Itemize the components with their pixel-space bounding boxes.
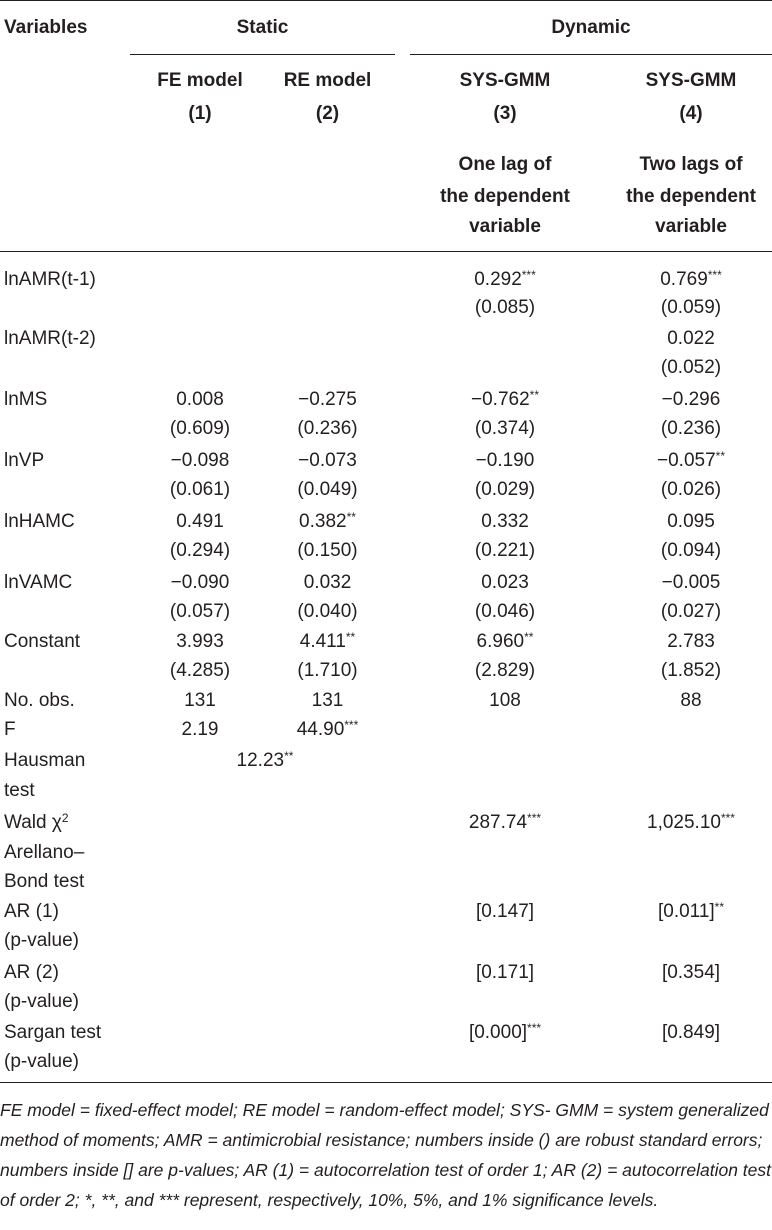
col3-note-line3: variable: [469, 216, 541, 237]
cell-se: (0.052): [660, 357, 722, 378]
cell-coef: 0.332: [481, 511, 529, 532]
header-bottom-rule: [0, 251, 772, 252]
row-label: Bond test: [4, 871, 85, 892]
cell-se: (0.057): [169, 601, 231, 622]
row-label: lnAMR(t-2): [4, 328, 96, 349]
cell-se: (0.374): [474, 418, 536, 439]
row-label: Wald $\chi^2$: [4, 811, 69, 833]
cell-coef: −0.090: [170, 572, 230, 593]
col2-number: (2): [315, 103, 340, 124]
cell-coef: 0.491: [176, 511, 224, 532]
col3-note-line1: One lag of: [458, 154, 552, 175]
row-label: lnMS: [4, 389, 48, 410]
col4-note-line2: the dependent: [626, 186, 756, 207]
row-label: lnAMR(t-1): [4, 269, 96, 290]
cell-coef: −0.296: [661, 389, 721, 410]
cell-se: (0.061): [169, 479, 231, 500]
col3-number: (3): [493, 103, 517, 124]
cell-coef: 0.032: [303, 572, 352, 593]
row-label: AR (2): [4, 962, 59, 983]
cell-value: 44.90***: [296, 718, 359, 740]
row-label: Constant: [4, 631, 81, 652]
cell-se: (0.294): [169, 540, 231, 561]
cell-value: 287.74***: [468, 811, 542, 833]
cell-value: [0.849]: [661, 1022, 721, 1043]
cell-se: (0.085): [474, 297, 536, 318]
cell-se: (1.710): [297, 660, 358, 681]
row-label: lnVP: [4, 450, 45, 471]
row-label: (p-value): [4, 930, 79, 951]
row-label: lnVAMC: [4, 572, 73, 593]
dynamic-rule: [410, 54, 772, 55]
cell-coef: −0.190: [475, 450, 535, 471]
cell-coef: 4.411**: [299, 630, 356, 652]
bottom-rule: [0, 1082, 772, 1083]
col4-note-line3: variable: [655, 216, 727, 237]
cell-coef: −0.005: [661, 572, 721, 593]
col4-number: (4): [679, 103, 703, 124]
cell-coef: 0.769***: [660, 268, 722, 290]
cell-coef: 2.783: [667, 631, 715, 652]
col1-number: (1): [188, 103, 212, 124]
row-label: No. obs.: [4, 690, 75, 711]
cell-se: (0.094): [660, 540, 722, 561]
cell-coef: 6.960**: [476, 630, 534, 652]
cell-coef: 0.023: [481, 572, 529, 593]
cell-coef: −0.762**: [471, 388, 539, 410]
header-static: Static: [236, 17, 289, 38]
cell-se: (4.285): [169, 660, 231, 681]
cell-value: 108: [489, 690, 521, 711]
cell-value: [0.354]: [661, 962, 721, 983]
col4-note-line1: Two lags of: [639, 154, 743, 175]
cell-value: 88: [680, 690, 702, 711]
col3-note-line2: the dependent: [440, 186, 570, 207]
cell-coef: 0.095: [667, 511, 715, 532]
cell-coef: −0.275: [298, 389, 357, 410]
cell-se: (0.059): [660, 297, 722, 318]
col4-model: SYS-GMM: [645, 70, 737, 91]
cell-se: (0.236): [297, 418, 358, 439]
cell-coef: 0.382**: [299, 510, 356, 532]
cell-se: (0.040): [297, 601, 358, 622]
row-label: lnHAMC: [4, 511, 75, 532]
cell-value: [0.000]***: [468, 1021, 542, 1043]
cell-se: (0.609): [169, 418, 231, 439]
row-label: (p-value): [4, 991, 79, 1012]
cell-se: (1.852): [660, 660, 722, 681]
cell-coef: 3.993: [176, 631, 224, 652]
cell-coef: 0.292***: [474, 268, 536, 290]
cell-se: (0.221): [474, 540, 536, 561]
cell-se: (0.026): [660, 479, 722, 500]
cell-se: (0.027): [660, 601, 722, 622]
top-rule: [0, 0, 772, 1]
cell-coef: −0.073: [298, 450, 357, 471]
row-label: test: [4, 780, 35, 801]
row-label: Sargan test: [4, 1022, 102, 1043]
header-dynamic: Dynamic: [551, 17, 631, 38]
col1-model: FE model: [157, 70, 243, 91]
cell-value: [0.171]: [475, 962, 535, 983]
cell-value: 1,025.10***: [647, 811, 735, 833]
cell-se: (0.049): [297, 479, 358, 500]
cell-se: (0.236): [660, 418, 722, 439]
cell-coef: 0.008: [176, 389, 224, 410]
cell-coef: −0.057**: [657, 449, 725, 471]
col2-model: RE model: [283, 70, 372, 91]
row-label: F: [4, 719, 16, 740]
cell-value: [0.147]: [475, 901, 535, 922]
col3-model: SYS-GMM: [459, 70, 551, 91]
cell-se: (0.150): [297, 540, 358, 561]
cell-value: 131: [311, 690, 344, 711]
cell-se: (0.029): [474, 479, 536, 500]
cell-value: [0.011]**: [657, 900, 725, 922]
cell-value: 131: [184, 690, 216, 711]
header-variables: Variables: [4, 17, 88, 38]
row-label: (p-value): [4, 1051, 79, 1072]
cell-se: (2.829): [474, 660, 536, 681]
cell-se: (0.046): [474, 601, 536, 622]
row-label: AR (1): [4, 901, 59, 922]
cell-coef: 0.022: [667, 328, 715, 349]
cell-value: 12.23**: [236, 749, 294, 771]
row-label: Arellano–: [4, 842, 85, 863]
static-rule: [130, 54, 395, 55]
cell-coef: −0.098: [170, 450, 230, 471]
table-footnote: FE model = fixed-effect model; RE model = random-effect model; SYS- GMM = system generalized method of moments; AMR = antimicrobial resistance; numbers inside () are robust standard errors; numbers inside [] are p-values; AR (1) = autocorrelation test of order 1; AR (2) = autocorrelation test of order 2; *, **, and *** represent, respectively, 10%, 5%, and 1% significance levels.: [0, 1100, 772, 1210]
cell-value: 2.19: [181, 719, 219, 740]
row-label: Hausman: [4, 750, 86, 771]
